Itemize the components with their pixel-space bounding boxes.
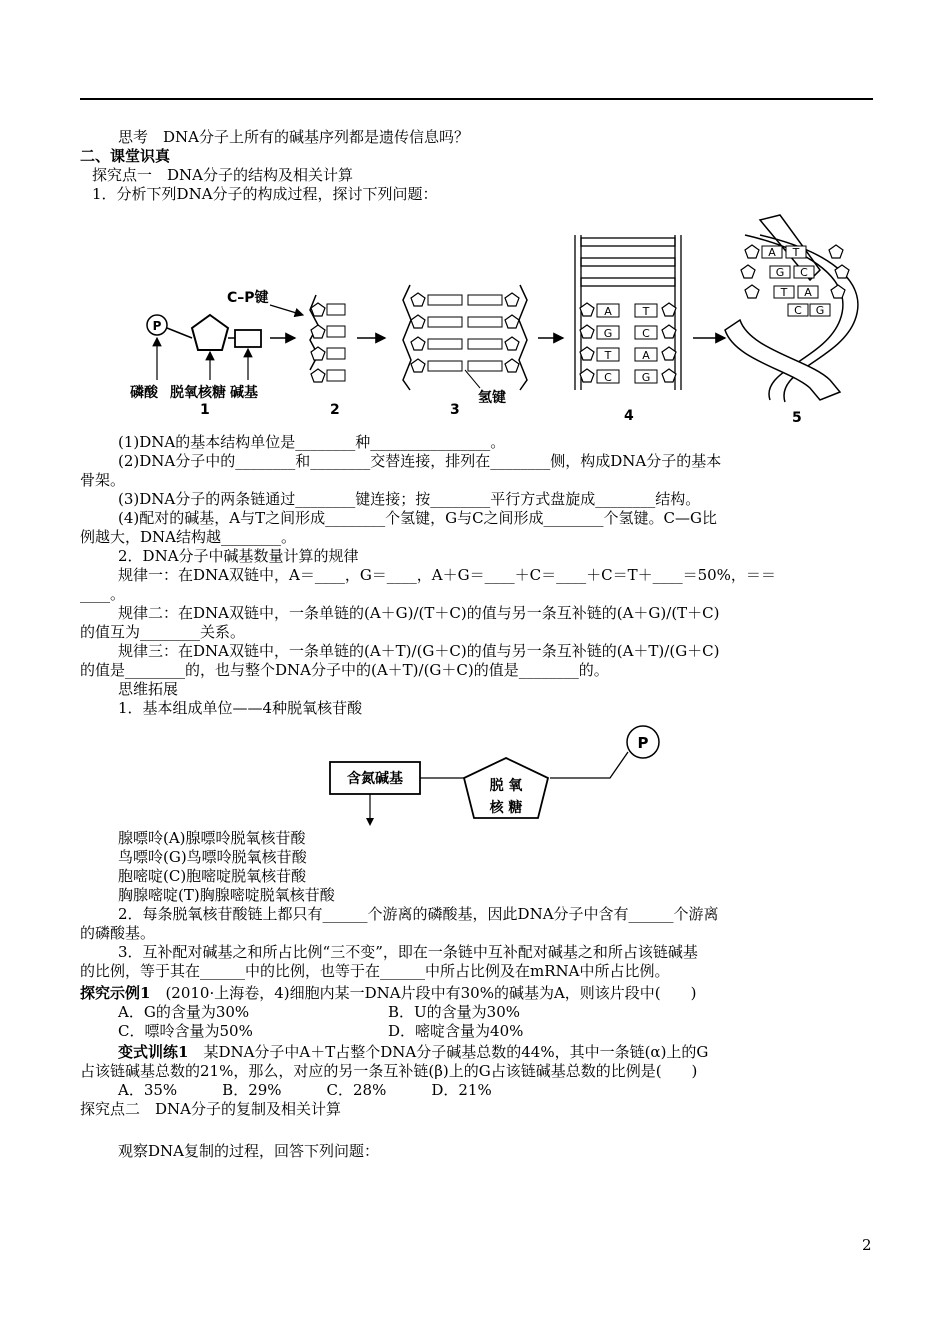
section-title: 二、课堂识真: [80, 147, 171, 165]
svg-text:T: T: [642, 305, 650, 318]
fill-3: (3)DNA分子的两条链通过________键连接；按________平行方式盘旋成________结构。: [118, 490, 701, 508]
fill-4a: (4)配对的碱基，A与T之间形成________个氢键，G与C之间形成________个氢键。C—G比: [118, 509, 718, 527]
svg-text:C: C: [794, 304, 802, 317]
svg-text:3: 3: [450, 402, 460, 418]
question-1: 1．分析下列DNA分子的构成过程，探讨下列问题：: [92, 185, 438, 203]
extension-1: 1．基本组成单位——4种脱氧核苷酸: [118, 699, 363, 717]
fill-2a: (2)DNA分子中的________和________交替连接，排列在________侧，构成DNA分子的基本: [118, 452, 722, 470]
rule-3a: 规律三：在DNA双链中，一条单链的(A＋T)/(G＋C)的值与另一条互补链的(A＋T)/(G＋C): [118, 642, 720, 660]
svg-text:含氮碱基: 含氮碱基: [347, 771, 403, 787]
think-question: 思考 DNA分子上所有的碱基序列都是遗传信息吗？: [118, 128, 469, 146]
training-1: [118, 1043, 708, 1062]
question-2: 2．DNA分子中碱基数量计算的规律: [118, 547, 359, 565]
svg-text:A: A: [804, 286, 812, 299]
svg-text:C: C: [642, 327, 650, 340]
example-1-option-c: C．嘌呤含量为50%: [118, 1022, 253, 1040]
example-1-text: (2010·上海卷，4)细胞内某一DNA片段中有30%的碱基为A，则该片段中( ): [150, 984, 697, 1002]
svg-text:C: C: [800, 266, 808, 279]
rule-2a: 规律二：在DNA双链中，一条单链的(A＋G)/(T＋C)的值与另一条互补链的(A＋G)/(T＋C): [118, 604, 720, 622]
svg-text:A: A: [642, 349, 650, 362]
page-number: 2: [862, 1236, 872, 1254]
svg-text:G: G: [775, 266, 785, 279]
example-1-label: 探究示例1: [80, 984, 151, 1002]
svg-text:G: G: [641, 371, 651, 384]
svg-text:P: P: [152, 319, 162, 333]
header-rule: [80, 98, 873, 100]
rule-1b: ____。: [80, 585, 126, 603]
training-1-options: A．35% B．29% C．28% D．21%: [118, 1081, 492, 1099]
fill-2b: 骨架。: [80, 471, 126, 489]
svg-text:G: G: [603, 327, 613, 340]
explore-point-1: 探究点一 DNA分子的结构及相关计算: [92, 166, 353, 184]
extension-2b: 的磷酸基。: [80, 924, 156, 942]
example-1: [80, 984, 697, 1003]
svg-text:C: C: [604, 371, 612, 384]
svg-text:1: 1: [200, 402, 210, 418]
nucleotide-g: 鸟嘌呤(G)鸟嘌呤脱氧核苷酸: [118, 848, 307, 866]
label-base: 碱基: [230, 385, 258, 401]
svg-text:5: 5: [792, 410, 802, 426]
nucleotide-a: 腺嘌呤(A)腺嘌呤脱氧核苷酸: [118, 829, 306, 847]
label-cp-bond: C–P键: [227, 290, 269, 306]
label-phosphate: 磷酸: [130, 385, 158, 401]
training-1-label: 变式训练1: [118, 1043, 189, 1061]
svg-text:P: P: [637, 734, 649, 752]
label-hydrogen-bond: 氢键: [478, 390, 506, 406]
svg-text:核 糖: 核 糖: [489, 800, 523, 816]
svg-text:T: T: [780, 286, 788, 299]
explore-point-2: 探究点二 DNA分子的复制及相关计算: [80, 1100, 341, 1118]
extension-3b: 的比例，等于其在______中的比例，也等于在______中所占比例及在mRNA中所占比例。: [80, 962, 670, 980]
fill-4b: 例越大，DNA结构越________。: [80, 528, 296, 546]
svg-text:A: A: [604, 305, 612, 318]
thinking-extension: 思维拓展: [118, 680, 179, 698]
training-1-cont: 占该链碱基总数的21%，那么，对应的另一条互补链(β)上的G占该链碱基总数的比例是( ): [80, 1062, 698, 1080]
example-1-option-d: D．嘧啶含量为40%: [388, 1022, 524, 1040]
svg-text:A: A: [768, 246, 776, 259]
label-deoxyribose: 脱氧核糖: [170, 385, 226, 401]
svg-text:4: 4: [624, 408, 634, 424]
rule-1a: 规律一：在DNA双链中，A＝____，G＝____，A＋G＝____＋C＝____＋C＝T＋____＝50%，＝＝: [118, 566, 776, 584]
example-1-option-a: A．G的含量为30%: [118, 1003, 250, 1021]
nucleotide-figure: [320, 720, 670, 830]
observe-dna-replication: 观察DNA复制的过程，回答下列问题：: [118, 1142, 379, 1160]
svg-text:脱 氧: 脱 氧: [489, 778, 523, 794]
svg-text:2: 2: [330, 402, 340, 418]
rule-2b: 的值互为________关系。: [80, 623, 246, 641]
svg-text:T: T: [792, 246, 800, 259]
svg-text:G: G: [815, 304, 825, 317]
example-1-option-b: B．U的含量为30%: [388, 1003, 521, 1021]
svg-text:T: T: [604, 349, 612, 362]
nucleotide-t: 胸腺嘧啶(T)胸腺嘧啶脱氧核苷酸: [118, 886, 335, 904]
training-1-text: 某DNA分子中A＋T占整个DNA分子碱基总数的44%，其中一条链(α)上的G: [188, 1043, 709, 1061]
fill-1: (1)DNA的基本结构单位是________种________________。: [118, 433, 506, 451]
extension-3a: 3．互补配对碱基之和所占比例“三不变”，即在一条链中互补配对碱基之和所占该链碱基: [118, 943, 698, 961]
dna-structure-figure: [120, 210, 860, 435]
nucleotide-c: 胞嘧啶(C)胞嘧啶脱氧核苷酸: [118, 867, 307, 885]
extension-2a: 2．每条脱氧核苷酸链上都只有______个游离的磷酸基，因此DNA分子中含有______个游离: [118, 905, 719, 923]
rule-3b: 的值是________的，也与整个DNA分子中的(A＋T)/(G＋C)的值是________的。: [80, 661, 609, 679]
